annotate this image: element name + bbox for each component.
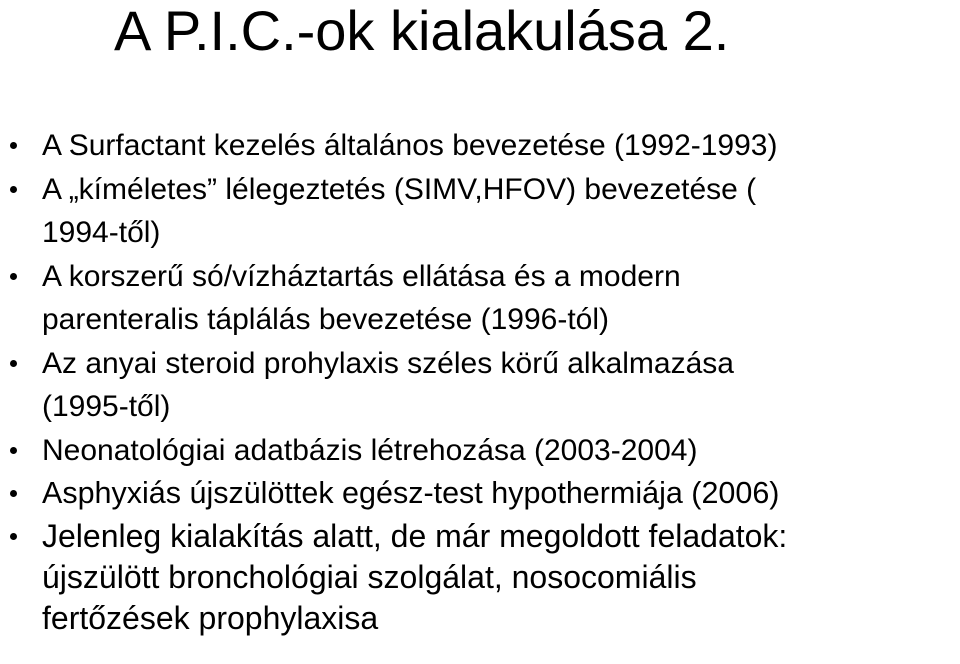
bullet-text-line: Jelenleg kialakítás alatt, de már megoldott feladatok: bbox=[42, 517, 788, 554]
slide-title: A P.I.C.-ok kialakulása 2. bbox=[114, 0, 730, 62]
bullet-dot-icon bbox=[10, 360, 17, 367]
bullet-text-line: A korszerű só/vízháztartás ellátása és a modern bbox=[42, 259, 681, 293]
bullet-text-line: parenteralis táplálás bevezetése (1996-tól) bbox=[42, 303, 609, 336]
bullet-text-line: Asphyxiás újszülöttek egész-test hypothermiája (2006) bbox=[42, 476, 780, 510]
bullet-item bbox=[0, 168, 960, 255]
bullet-dot-icon bbox=[10, 142, 17, 149]
bullet-text-line: (1995-től) bbox=[42, 390, 171, 423]
bullet-text-line: A Surfactant kezelés általános bevezetése (1992-1993) bbox=[42, 129, 778, 162]
bullet-item bbox=[0, 342, 960, 429]
bullet-text-line: Az anyai steroid prohylaxis széles körű alkalmazása bbox=[42, 346, 734, 380]
bullet-text-line: újszülött bronchológiai szolgálat, nosocomiális bbox=[42, 558, 697, 595]
bullet-text-line: 1994-től) bbox=[42, 216, 161, 249]
bullet-dot-icon bbox=[10, 273, 17, 280]
bullet-item bbox=[0, 516, 960, 639]
bullet-text-line: A „kíméletes” lélegeztetés (SIMV,HFOV) bevezetése ( bbox=[42, 172, 757, 206]
bullet-dot-icon bbox=[10, 186, 17, 193]
bullet-dot-icon bbox=[10, 447, 17, 454]
bullet-list bbox=[0, 124, 960, 639]
bullet-text-line: Neonatológiai adatbázis létrehozása (2003-2004) bbox=[42, 433, 698, 467]
bullet-item bbox=[0, 124, 960, 168]
bullet-dot-icon bbox=[10, 490, 17, 497]
bullet-item bbox=[0, 255, 960, 342]
bullet-dot-icon bbox=[10, 533, 17, 540]
bullet-item bbox=[0, 429, 960, 473]
bullet-item bbox=[0, 472, 960, 516]
bullet-text-line: fertőzések prophylaxisa bbox=[42, 599, 379, 636]
